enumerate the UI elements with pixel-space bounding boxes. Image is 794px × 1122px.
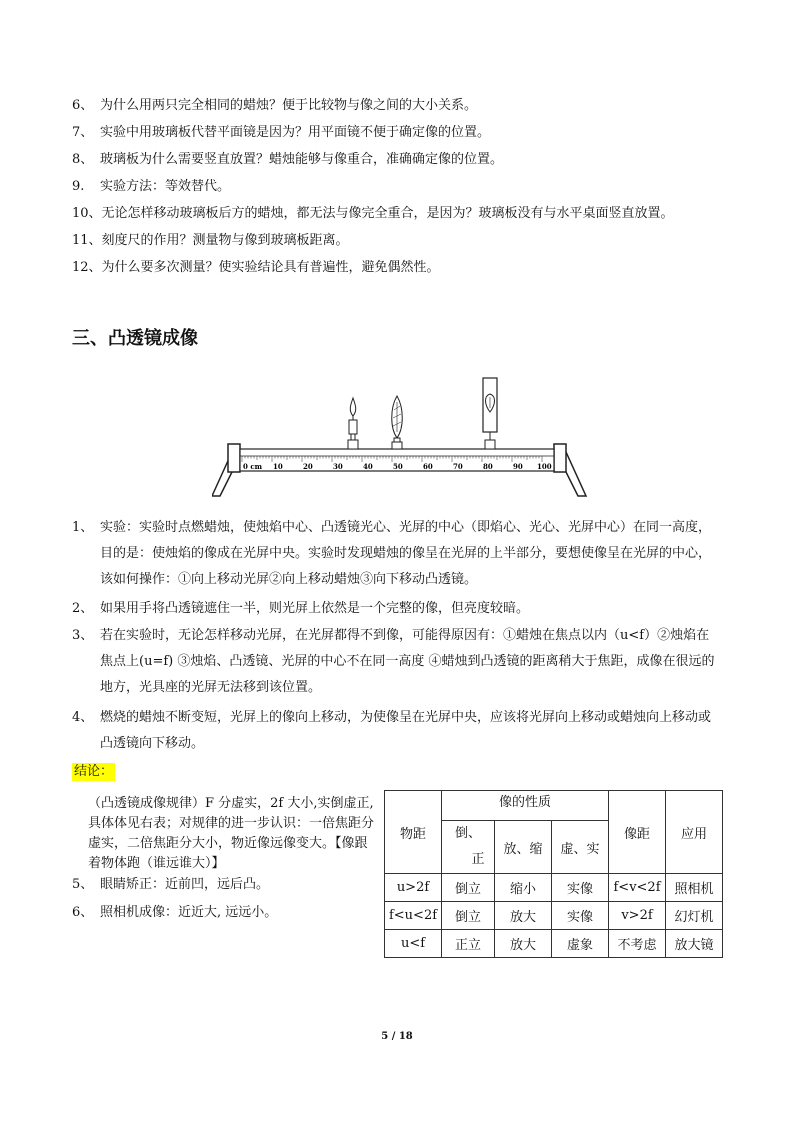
page-number: 5 / 18 <box>381 1031 413 1042</box>
light-screen-icon <box>483 378 497 449</box>
tick-label-60: 60 <box>423 462 433 471</box>
candle-icon <box>348 398 358 449</box>
extra-item-6: 6、 照相机成像：近近大, 远远小。 <box>72 905 278 920</box>
tick-label-80: 80 <box>483 462 493 471</box>
top-item: 10、无论怎样移动玻璃板后方的蜡烛，都无法与像完全重合，是因为？玻璃板没有与水平桌面竖直放置。 <box>72 206 674 221</box>
tick-label-0: 0 cm <box>243 462 262 471</box>
header-upright: 倒、 正 <box>442 821 495 874</box>
conclusion-label: 结论： <box>74 764 114 779</box>
tick-label-10: 10 <box>273 462 283 471</box>
table-row: f<u<2f 倒立 放大 实像 v>2f 幻灯机 <box>385 902 723 930</box>
optical-bench-figure <box>212 372 592 502</box>
table-row: u<f 正立 放大 虚象 不考虑 放大镜 <box>385 930 723 958</box>
header-image-distance: 像距 <box>609 791 666 874</box>
convex-lens-icon <box>392 396 403 449</box>
tick-label-70: 70 <box>453 462 463 471</box>
top-item: 7、 实验中用玻璃板代替平面镜是因为？用平面镜不便于确定像的位置。 <box>72 125 491 140</box>
header-application: 应用 <box>666 791 723 874</box>
tick-label-50: 50 <box>393 462 403 471</box>
header-scale: 放、缩 <box>495 821 552 874</box>
tick-label-90: 90 <box>513 462 523 471</box>
tick-label-100: 100 <box>537 462 552 471</box>
tick-label-20: 20 <box>303 462 313 471</box>
right-clamp <box>554 444 566 472</box>
header-real-virtual: 虚、实 <box>552 821 609 874</box>
tick-label-30: 30 <box>333 462 343 471</box>
top-item: 11、刻度尺的作用？测量物与像到玻璃板距离。 <box>72 233 349 248</box>
top-item: 9. 实验方法：等效替代。 <box>72 179 231 194</box>
table-row: u>2f 倒立 缩小 实像 f<v<2f 照相机 <box>385 874 723 902</box>
section-title: 三、凸透镜成像 <box>72 328 198 349</box>
extra-item-5: 5、 眼睛矫正：近前凹，远后凸。 <box>72 877 270 892</box>
item-2: 2、 如果用手将凸透镜遮住一半，则光屏上依然是一个完整的像，但亮度较暗。 <box>72 601 530 616</box>
item-4: 4、 燃烧的蜡烛不断变短，光屏上的像向上移动，为使像呈在光屏中央，应该将光屏向上移动或蜡烛向上移动或凸透镜向下移动。 <box>72 710 712 751</box>
tick-label-40: 40 <box>363 462 373 471</box>
lens-imaging-table <box>384 790 723 958</box>
header-image-nature: 像的性质 <box>442 791 609 821</box>
top-item: 8、 玻璃板为什么需要竖直放置？蜡烛能够与像重合，准确确定像的位置。 <box>72 152 504 167</box>
item-3: 3、 若在实验时，无论怎样移动光屏，在光屏都得不到像，可能得原因有：①蜡烛在焦点以内（u<f）②烛焰在焦点上(u=f) ③烛焰、凸透镜、光屏的中心不在同一高度 ④蜡烛到凸透镜的距离稍大于焦距，成像在很远的地方，光具座的光屏无法移到该位置。 <box>72 628 715 695</box>
item-1: 1、 实验：实验时点燃蜡烛，使烛焰中心、凸透镜光心、光屏的中心（即焰心、光心、光屏中心）在同一高度，目的是：使烛焰的像成在光屏中央。实验时发现蜡烛的像呈在光屏的上半部分，要想使像呈在光屏的中心，该如何操作：①向上移动光屏②向上移动蜡烛③向下移动凸透镜。 <box>72 520 712 587</box>
top-item: 12、为什么要多次测量？使实验结论具有普遍性，避免偶然性。 <box>72 260 440 275</box>
lens-rule-text: （凸透镜成像规律）F 分虚实，2f 大小,实倒虚正,具体体见右表；对规律的进一步认识：一倍焦距分虚实，二倍焦距分大小，物近像远像变大。【像跟着物体跑（谁远谁大）】 <box>88 796 375 871</box>
left-clamp <box>228 444 240 472</box>
top-item: 6、 为什么用两只完全相同的蜡烛？便于比较物与像之间的大小关系。 <box>72 98 478 113</box>
header-object-distance: 物距 <box>385 791 442 874</box>
